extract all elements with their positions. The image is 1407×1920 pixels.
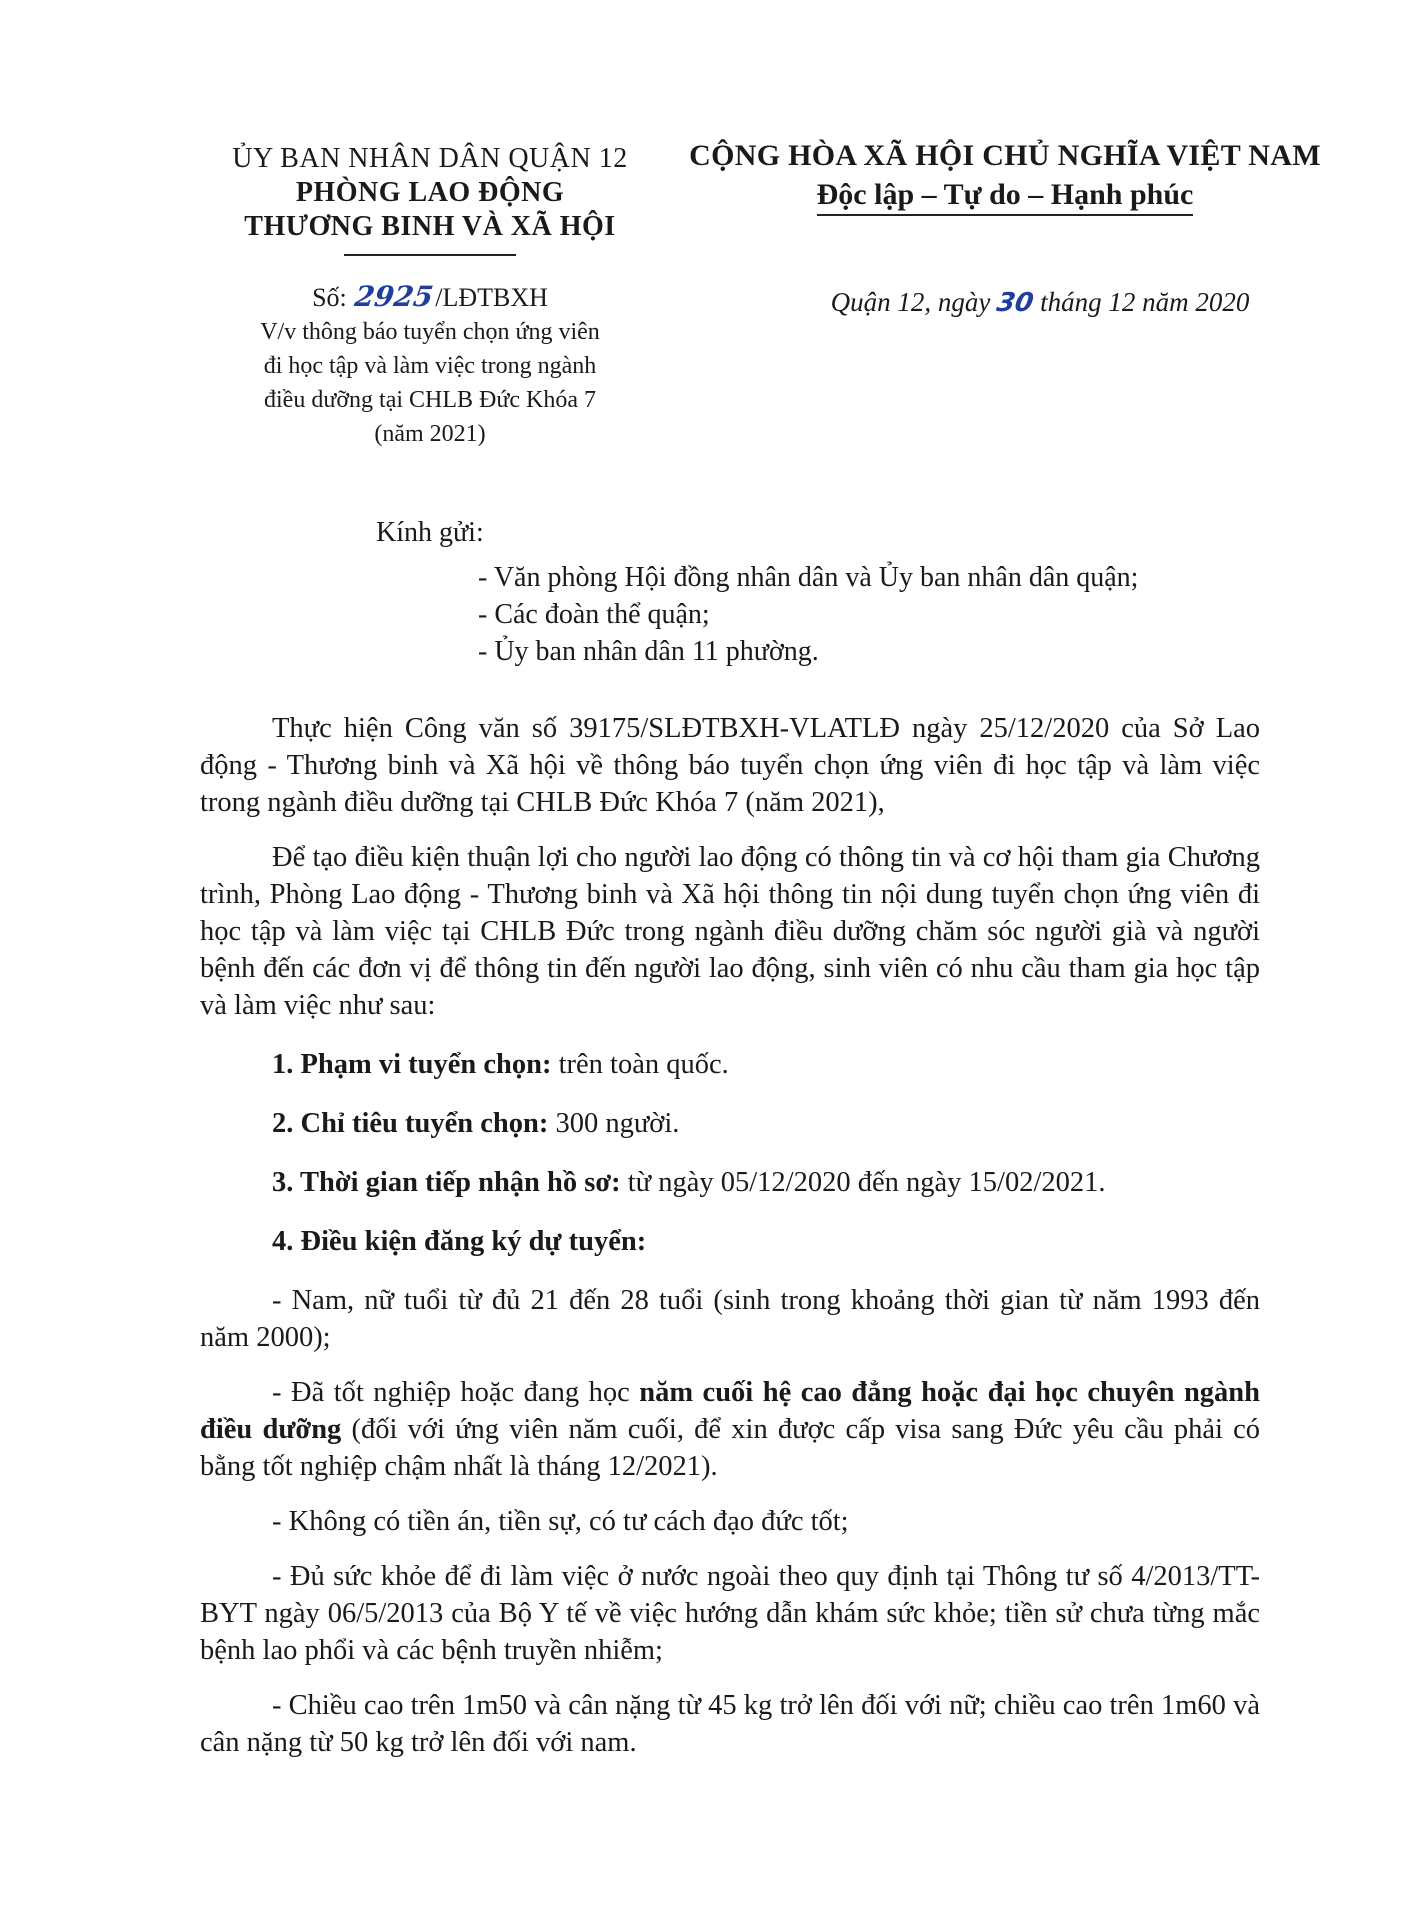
agency-line-3: THƯƠNG BINH VÀ XÃ HỘI [244,211,616,242]
date-suffix: tháng 12 năm 2020 [1040,287,1250,317]
section-quota-text: 300 người. [548,1108,680,1139]
section-scope [200,1046,1260,1083]
subject-line-4: (năm 2021) [374,421,486,447]
section-deadline-text: từ ngày 05/12/2020 đến ngày 15/02/2021. [620,1167,1106,1198]
agency-line-1: ỦY BAN NHÂN DÂN QUẬN 12 [232,143,628,174]
handwritten-day: 30 [994,288,1036,318]
subject-line-2: đi học tập và làm việc trong ngành [263,353,597,379]
number-suffix: /LĐTBXH [435,283,548,312]
handwritten-number: 2925 [353,280,436,313]
national-motto: Độc lập – Tự do – Hạnh phúc [817,178,1194,216]
recipient-item: - Các đoàn thể quận; [478,599,710,630]
agency-line-2: PHÒNG LAO ĐỘNG [295,177,565,208]
condition-education-bold: năm cuối hệ cao đẳng hoặc đại học chuyên ngành điều dưỡng [200,1377,1260,1445]
condition-education [200,1374,1260,1485]
recipients-title: Kính gửi: [376,517,484,548]
recipient-item: - Ủy ban nhân dân 11 phường. [478,636,819,667]
subject-line-3: điều dưỡng tại CHLB Đức Khóa 7 [264,387,596,413]
condition-education-pre: - Đã tốt nghiệp hoặc đang học [272,1377,640,1408]
section-scope-label: 1. Phạm vi tuyển chọn: [272,1049,552,1080]
condition-age: - Nam, nữ tuổi từ đủ 21 đến 28 tuổi (sinh trong khoảng thời gian từ năm 1993 đến năm 2000); [200,1285,1260,1353]
document-number [200,280,660,315]
subject-line-1: V/v thông báo tuyển chọn ứng viên [260,319,600,345]
condition-physique: - Chiều cao trên 1m50 và cân nặng từ 45 kg trở lên đối với nữ; chiều cao trên 1m60 và cân nặng từ 50 kg trở lên đối với nam. [200,1690,1260,1758]
number-prefix: Số: [312,283,347,312]
section-quota [200,1105,1260,1142]
paragraph-reference: Thực hiện Công văn số 39175/SLĐTBXH-VLATLĐ ngày 25/12/2020 của Sở Lao động - Thương binh và Xã hội về thông báo tuyển chọn ứng viên đi học tập và làm việc trong ngành điều dưỡng tại CHLB Đức Khóa 7 (năm 2021), [200,713,1260,818]
national-header [670,138,1340,216]
section-deadline-label: 3. Thời gian tiếp nhận hồ sơ: [272,1167,621,1198]
section-conditions-label: 4. Điều kiện đăng ký dự tuyển: [272,1226,647,1257]
document-body [200,710,1260,1779]
issuing-agency [200,142,660,256]
reference-block [200,280,660,451]
agency-underline [344,254,516,256]
condition-record: - Không có tiền án, tiền sự, có tư cách đạo đức tốt; [272,1506,849,1537]
date-prefix: Quận 12, ngày [830,287,991,317]
condition-education-post: (đối với ứng viên năm cuối, để xin được cấp visa sang Đức yêu cầu phải có bằng tốt nghiệp chậm nhất là tháng 12/2021). [200,1414,1260,1482]
paragraph-purpose: Để tạo điều kiện thuận lợi cho người lao động có thông tin và cơ hội tham gia Chương trình, Phòng Lao động - Thương binh và Xã hội thông tin nội dung tuyển chọn ứng viên đi học tập và làm việc tại CHLB Đức trong ngành điều dưỡng chăm sóc người già và người bệnh đến các đơn vị để thông tin đến người lao động, sinh viên có nhu cầu tham gia học tập và làm việc như sau: [200,842,1260,1021]
section-quota-label: 2. Chỉ tiêu tuyển chọn: [272,1108,549,1139]
issue-date [740,285,1340,320]
condition-health: - Đủ sức khỏe để đi làm việc ở nước ngoài theo quy định tại Thông tư số 4/2013/TT-BYT ngày 06/5/2013 của Bộ Y tế về việc hướng dẫn khám sức khỏe; tiền sử chưa từng mắc bệnh lao phổi và các bệnh truyền nhiễm; [200,1561,1260,1666]
section-conditions [200,1223,1260,1260]
section-scope-text: trên toàn quốc. [551,1049,729,1080]
nation-title: CỘNG HÒA XÃ HỘI CHỦ NGHĨA VIỆT NAM [689,139,1321,172]
section-deadline [200,1164,1260,1201]
recipients-list [478,559,1138,670]
recipient-item: - Văn phòng Hội đồng nhân dân và Ủy ban nhân dân quận; [478,562,1139,593]
